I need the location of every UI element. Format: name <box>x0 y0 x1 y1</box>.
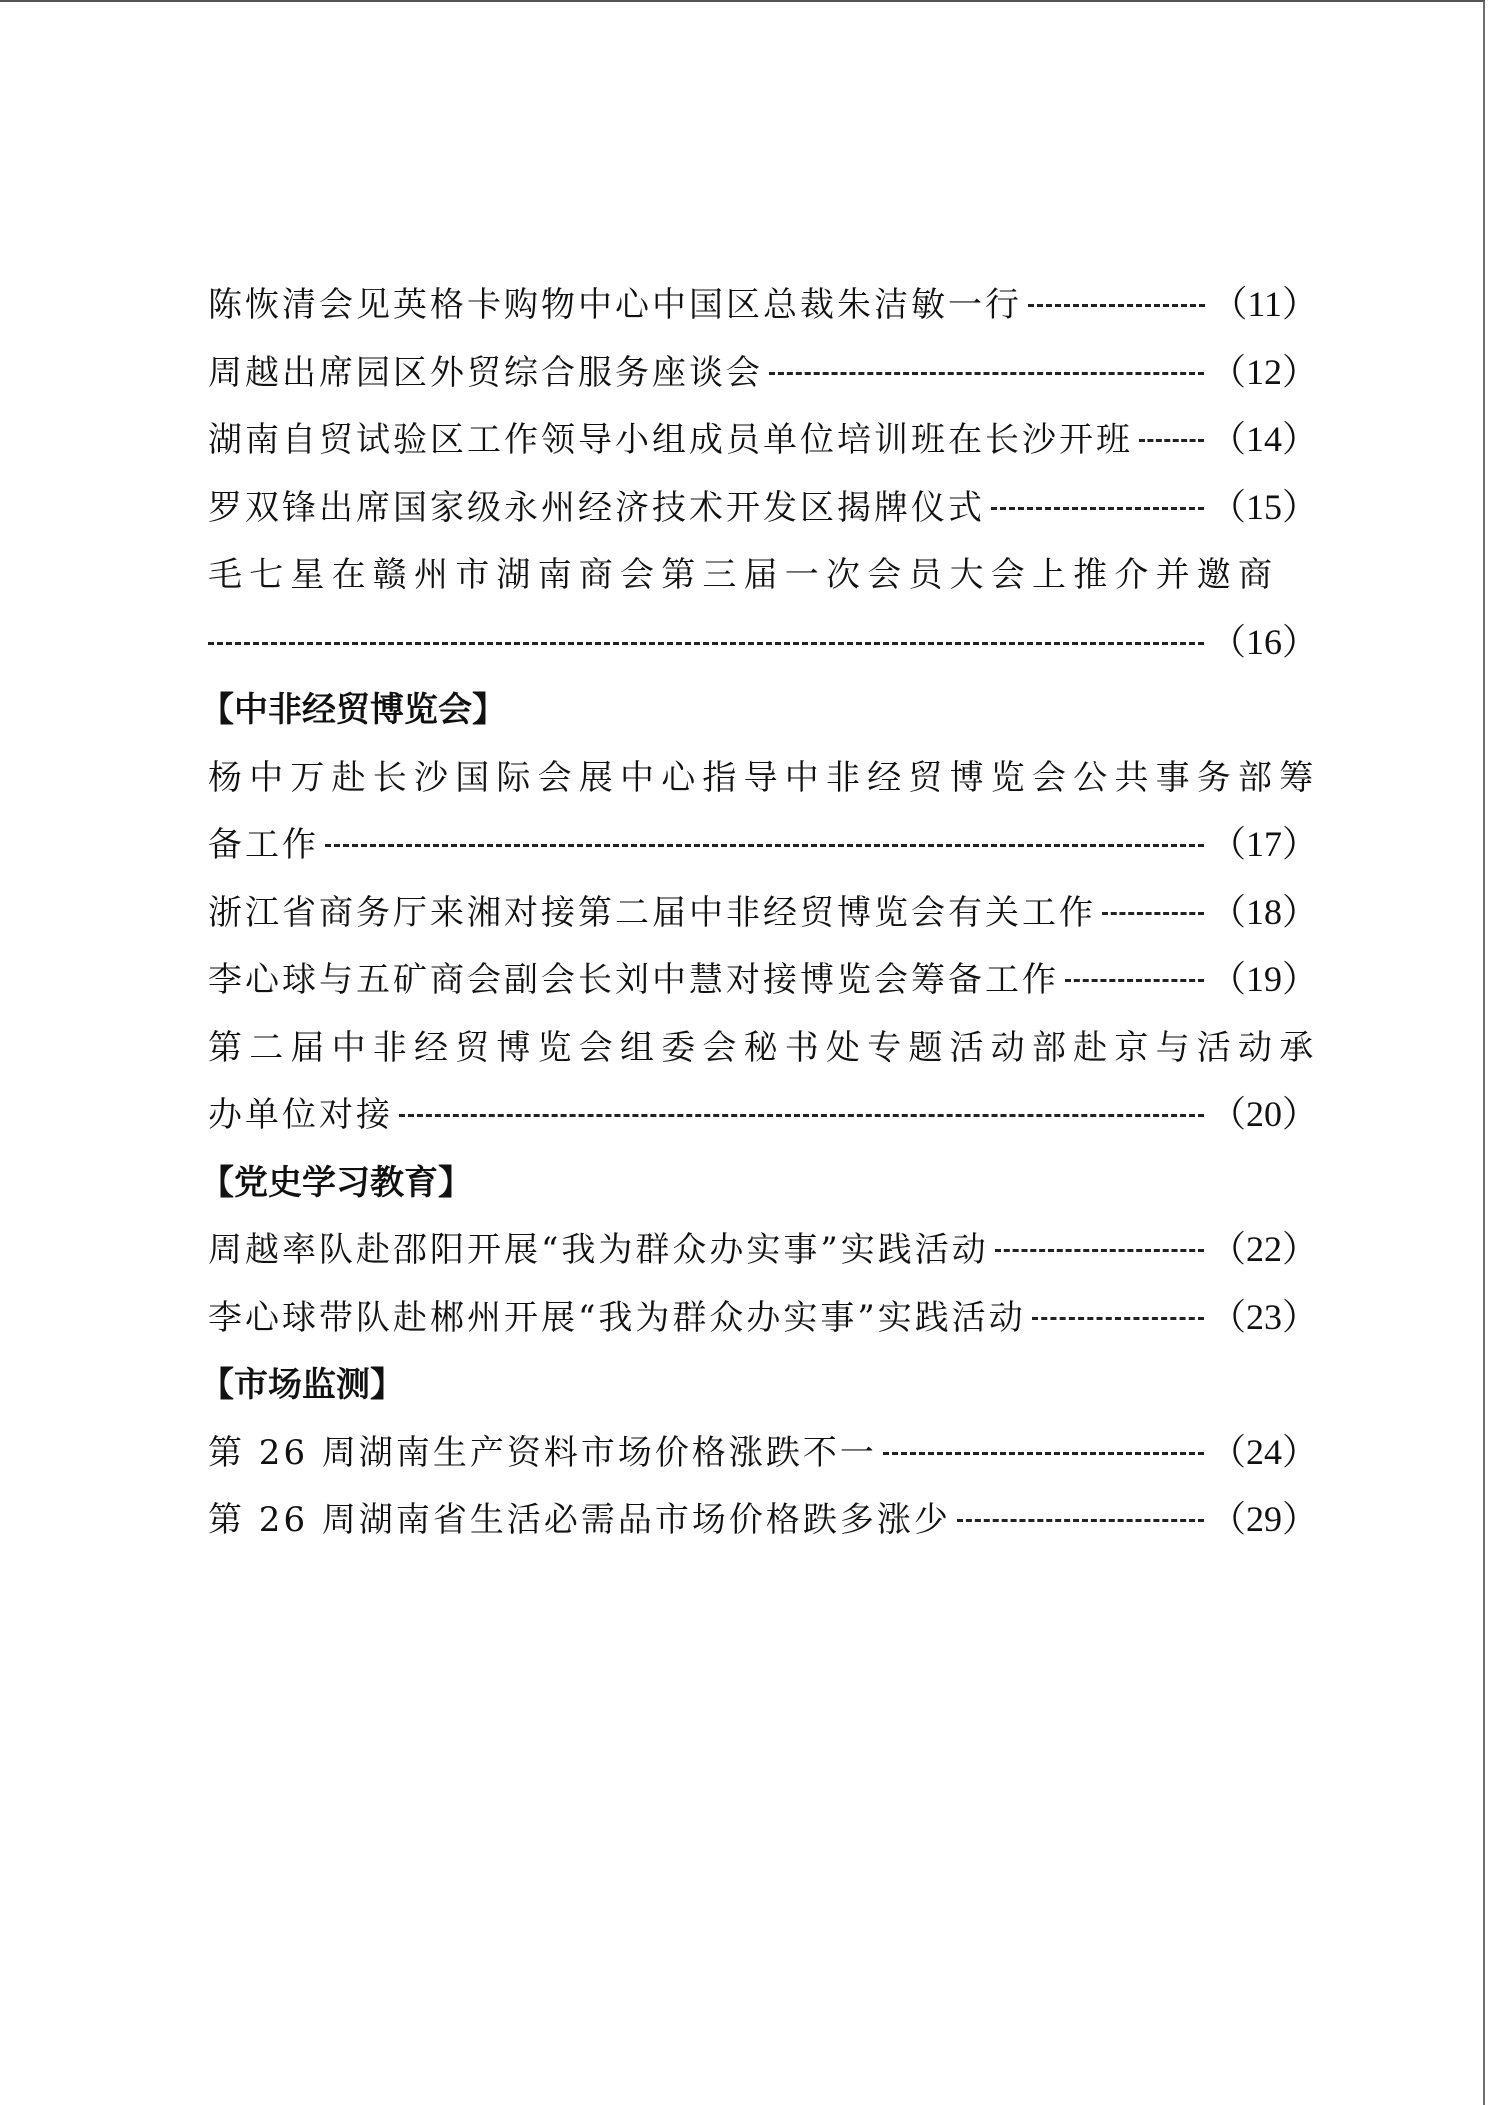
toc-entry-title: 李心球与五矿商会副会长刘中慧对接博览会筹备工作 <box>208 960 1059 1001</box>
toc-entry-title: 毛七星在赣州市湖南商会第三届一次会员大会上推介并邀商 <box>208 555 1280 596</box>
toc-entry[interactable] <box>208 1483 1318 1551</box>
toc-entry[interactable] <box>208 268 1318 336</box>
toc-entry[interactable] <box>208 403 1318 471</box>
toc-entry-title: 第 26 周湖南省生活必需品市场价格跌多涨少 <box>208 1500 951 1541</box>
table-of-contents <box>200 268 1321 1551</box>
toc-entry-title: 罗双锋出席国家级永州经济技术开发区揭牌仪式 <box>208 487 985 528</box>
toc-page-number: （19） <box>1209 959 1318 1000</box>
dot-leader <box>399 1114 1204 1117</box>
section-heading: 【市场监测】 <box>200 1365 404 1406</box>
toc-entry[interactable] <box>208 538 1318 673</box>
dot-leader <box>1139 439 1204 442</box>
dot-leader <box>957 1519 1204 1522</box>
dot-leader <box>1028 304 1205 307</box>
toc-entry[interactable] <box>208 741 1321 876</box>
dot-leader <box>1065 979 1204 982</box>
toc-page-number: （16） <box>1209 621 1318 662</box>
toc-entry-title: 第二届中非经贸博览会组委会秘书处专题活动部赴京与活动承 <box>208 1027 1321 1068</box>
toc-page-number: （24） <box>1209 1431 1318 1472</box>
toc-entry[interactable] <box>208 943 1318 1011</box>
toc-entry[interactable] <box>208 336 1318 404</box>
toc-page-number: （14） <box>1209 419 1318 460</box>
toc-entry-title: 第 26 周湖南生产资料市场价格涨跌不一 <box>208 1432 877 1473</box>
toc-page-number: （18） <box>1209 891 1318 932</box>
toc-page-number: （12） <box>1209 351 1318 392</box>
toc-page-number: （20） <box>1209 1094 1318 1135</box>
toc-entry[interactable] <box>208 1416 1318 1484</box>
toc-entry[interactable] <box>208 1281 1318 1349</box>
dot-leader <box>995 1249 1204 1252</box>
toc-page-number: （11） <box>1211 284 1318 325</box>
toc-entry-title-cont: 办单位对接 <box>208 1095 393 1136</box>
toc-page-number: （15） <box>1209 486 1318 527</box>
section-heading: 【中非经贸博览会】 <box>200 690 506 731</box>
toc-entry-title: 陈恢清会见英格卡购物中心中国区总裁朱洁敏一行 <box>208 285 1022 326</box>
toc-entry[interactable] <box>208 1011 1321 1146</box>
dot-leader <box>1032 1317 1204 1320</box>
toc-entry-title: 周越出席园区外贸综合服务座谈会 <box>208 352 763 393</box>
dot-leader <box>325 844 1204 847</box>
toc-entry-title: 浙江省商务厅来湘对接第二届中非经贸博览会有关工作 <box>208 892 1096 933</box>
dot-leader <box>769 372 1204 375</box>
toc-entry-title: 杨中万赴长沙国际会展中心指导中非经贸博览会公共事务部筹 <box>208 757 1321 798</box>
toc-entry[interactable] <box>208 471 1318 539</box>
toc-page-number: （17） <box>1209 824 1318 865</box>
toc-page-number: （22） <box>1209 1229 1318 1270</box>
toc-entry-title: 湖南自贸试验区工作领导小组成员单位培训班在长沙开班 <box>208 420 1133 461</box>
toc-entry-title: 周越率队赴邵阳开展“我为群众办实事”实践活动 <box>208 1230 989 1271</box>
dot-leader <box>1102 912 1204 915</box>
dot-leader <box>991 507 1204 510</box>
toc-page-number: （23） <box>1209 1296 1318 1337</box>
dot-leader <box>883 1452 1204 1455</box>
section-heading: 【党史学习教育】 <box>200 1162 472 1203</box>
dot-leader <box>208 642 1204 645</box>
toc-entry[interactable] <box>208 876 1318 944</box>
toc-page-number: （29） <box>1209 1499 1318 1540</box>
toc-entry-title-cont: 备工作 <box>208 825 319 866</box>
toc-entry-title: 李心球带队赴郴州开展“我为群众办实事”实践活动 <box>208 1297 1026 1338</box>
toc-entry[interactable] <box>208 1213 1318 1281</box>
